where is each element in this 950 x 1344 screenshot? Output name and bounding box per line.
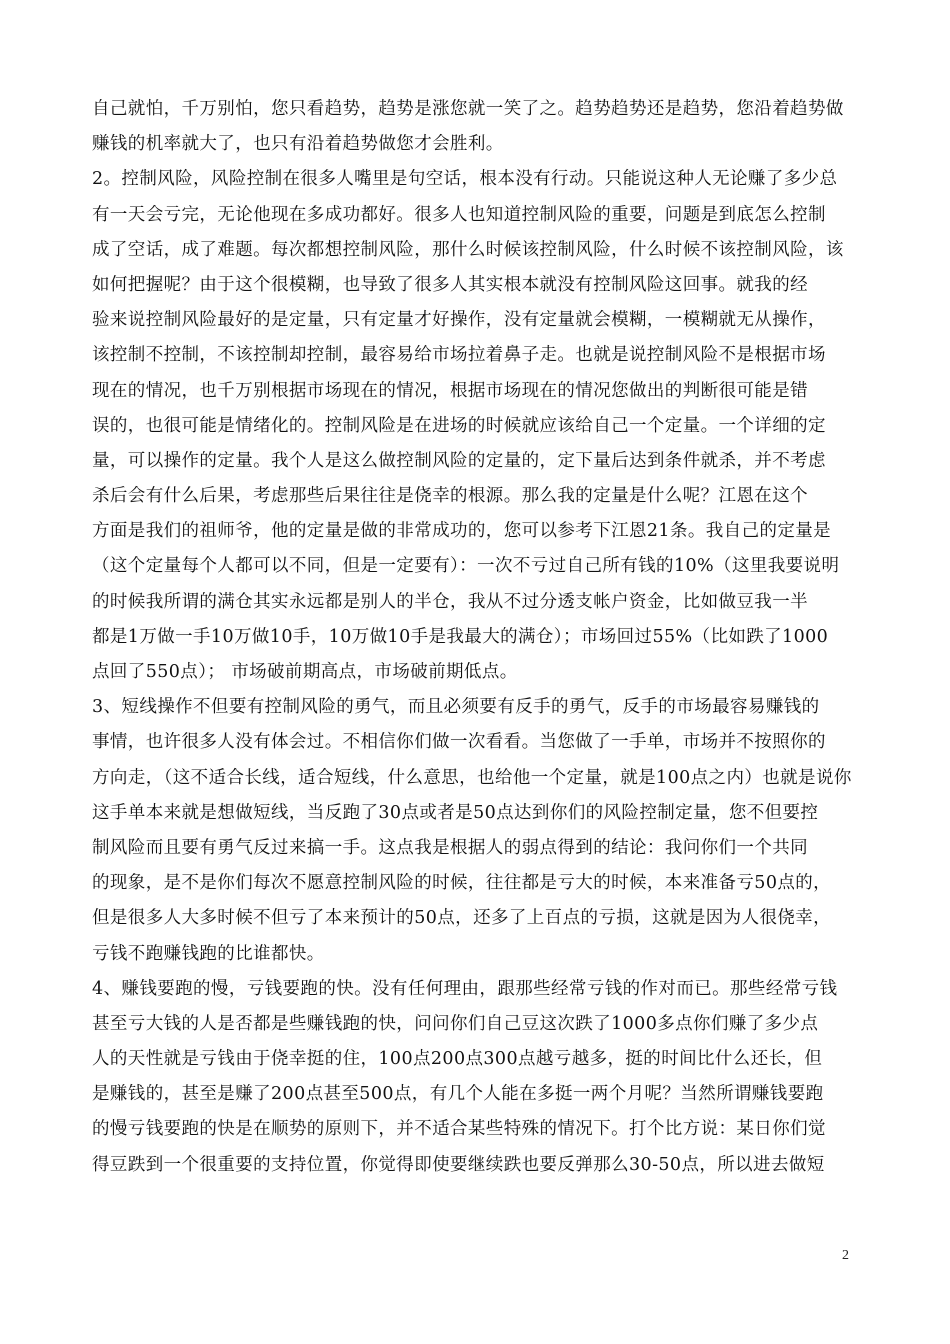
text-line: 甚至亏大钱的人是否都是些赚钱跑的快，问问你们自己豆这次跌了1000多点你们赚了多少点 [92,1013,819,1034]
text-line: 验来说控制风险最好的是定量，只有定量才好操作，没有定量就会模糊，一模糊就无从操作， [92,310,826,331]
text-line: 但是很多人大多时候不但亏了本来预计的50点，还多了上百点的亏损，这就是因为人很侥幸， [92,908,832,929]
text-line: （这个定量每个人都可以不同，但是一定要有）：一次不亏过自己所有钱的10%（这里我要说明 [92,556,840,577]
text-line: 误的，也很可能是情绪化的。控制风险是在进场的时候就应该给自己一个定量。一个详细的定 [92,415,826,436]
text-line: 方向走，（这不适合长线，适合短线，什么意思，也给他一个定量，就是100点之内）也就是说你 [92,767,852,788]
text-line: 3、短线操作不但要有控制风险的勇气，而且必须要有反手的勇气，反手的市场最容易赚钱的 [92,697,820,718]
text-line: 事情，也许很多人没有体会过。不相信你们做一次看看。当您做了一手单，市场并不按照你的 [92,732,826,753]
text-line: 如何把握呢？由于这个很模糊，也导致了很多人其实根本就没有控制风险这回事。就我的经 [92,274,808,295]
text-line: 点回了550点）； 市场破前期高点，市场破前期低点。 [92,662,518,682]
text-line: 得豆跌到一个很重要的支持位置，你觉得即使要继续跌也要反弹那么30-50点，所以进去做短 [92,1154,825,1175]
text-line: 杀后会有什么后果，考虑那些后果往往是侥幸的根源。那么我的定量是什么呢？江恩在这个 [92,486,808,507]
text-line: 亏钱不跑赚钱跑的比谁都快。 [92,943,325,964]
text-line: 自己就怕，千万别怕，您只看趋势，趋势是涨您就一笑了之。趋势趋势还是趋势，您沿着趋势做 [92,99,844,119]
text-line: 的时候我所谓的满仓其实永远都是别人的半仓，我从不过分透支帐户资金，比如做豆我一半 [92,591,808,612]
text-line: 有一天会亏完，无论他现在多成功都好。很多人也知道控制风险的重要，问题是到底怎么控制 [92,204,826,225]
text-line: 现在的情况，也千万别根据市场现在的情况，根据市场现在的情况您做出的判断很可能是错 [92,380,808,401]
body-text [92,92,862,1183]
text-line: 人的天性就是亏钱由于侥幸挺的住，100点200点300点越亏越多，挺的时间比什么还长，但 [92,1049,823,1070]
text-line: 2。控制风险，风险控制在很多人嘴里是句空话，根本没有行动。只能说这种人无论赚了多少总 [92,169,838,190]
text-line: 成了空话，成了难题。每次都想控制风险，那什么时候该控制风险，什么时候不该控制风险，该 [92,239,844,260]
text-line: 都是1万做一手10万做10手，10万做10手是我最大的满仓）；市场回过55%（比如跌了1000 [92,626,829,647]
text-line: 量，可以操作的定量。我个人是这么做控制风险的定量的，定下量后达到条件就杀，并不考虑 [92,450,826,471]
text-line: 这手单本来就是想做短线，当反跑了30点或者是50点达到你们的风险控制定量，您不但要控 [92,802,819,823]
text-line: 赚钱的机率就大了，也只有沿着趋势做您才会胜利。 [92,134,504,155]
text-line: 制风险而且要有勇气反过来搞一手。这点我是根据人的弱点得到的结论：我问你们一个共同 [92,837,808,858]
text-line: 的慢亏钱要跑的快是在顺势的原则下，并不适合某些特殊的情况下。打个比方说：某日你们觉 [92,1119,826,1140]
text-line: 4、赚钱要跑的慢，亏钱要跑的快。没有任何理由，跟那些经常亏钱的作对而已。那些经常亏钱 [92,978,838,999]
text-line: 的现象，是不是你们每次不愿意控制风险的时候，往往都是亏大的时候，本来准备亏50点的， [92,873,832,894]
text-line: 方面是我们的祖师爷，他的定量是做的非常成功的，您可以参考下江恩21条。我自己的定量是 [92,521,832,542]
text-line: 该控制不控制，不该控制却控制，最容易给市场拉着鼻子走。也就是说控制风险不是根据市场 [92,345,826,366]
page-number: 2 [842,1248,849,1263]
text-line: 是赚钱的，甚至是赚了200点甚至500点，有几个人能在多挺一两个月呢？当然所谓赚钱要跑 [92,1084,824,1105]
